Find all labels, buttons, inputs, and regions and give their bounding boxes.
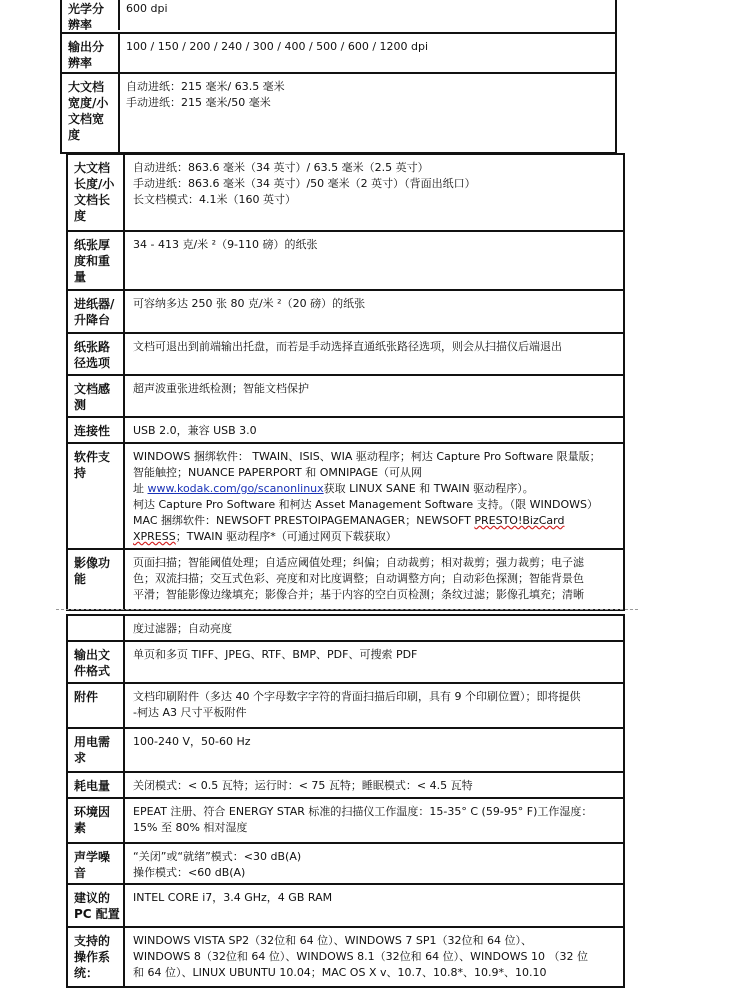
- table-row: [68, 548, 623, 611]
- table-row: [68, 771, 623, 799]
- row-value: WINDOWS VISTA SP2（32位和 64 位）、WINDOWS 7 SP1（32位和 64 位）、 WINDOWS 8（32位和 64 位）、WINDOWS 8.1（32位和 64 位）、WINDOWS 10 （32 位 和 64 位）、LINUX UBUNTU 10.04；MAC OS X v、10.7、10.8*、10.9*、10.10: [133, 934, 588, 979]
- row-label: 环境因 素: [68, 799, 125, 842]
- row-label: 声学噪 音: [68, 844, 125, 885]
- row-label: 文档感 测: [68, 376, 125, 416]
- row-value: 超声波重张进纸检测；智能文档保护: [133, 382, 309, 395]
- row-label: 建议的 PC 配置: [68, 885, 125, 928]
- row-value: 关闭模式：< 0.5 瓦特；运行时：< 75 瓦特；睡眠模式：< 4.5 瓦特: [133, 779, 473, 792]
- xpress-text: XPRESS: [133, 530, 176, 543]
- software-support-value: [133, 444, 619, 550]
- row-label: 耗电量: [68, 773, 125, 799]
- presto-bizcard-text: PRESTO!BizCard: [474, 514, 565, 527]
- row-value: 100 / 150 / 200 / 240 / 300 / 400 / 500 / 600 / 1200 dpi: [126, 40, 429, 53]
- row-label: [68, 616, 125, 640]
- scanonlinux-link[interactable]: www.kodak.com/go/scanonlinux: [147, 482, 324, 495]
- row-value: 页面扫描；智能阈值处理；自适应阈值处理；纠偏；自动裁剪；相对裁剪；强力裁剪；电子滤 色；双流扫描；交互式色彩、亮度和对比度调整；自动调整方向；自动彩色探测；智能背景色 平滑；智能影像边缘填充；影像合并；基于内容的空白页检测；条纹过滤；影像孔填充；清晰: [133, 556, 584, 601]
- row-label: 输出文 件格式: [68, 642, 125, 682]
- table-row: [68, 289, 623, 332]
- table-row: [68, 842, 623, 885]
- table-row: [68, 640, 623, 682]
- table-row: [68, 374, 623, 416]
- row-value: 单页和多页 TIFF、JPEG、RTF、BMP、PDF、可搜索 PDF: [133, 648, 418, 661]
- software-line-1: WINDOWS 捆绑软件： TWAIN、ISIS、WIA 驱动程序；柯达 Capture Pro Software 限量版；: [133, 450, 601, 463]
- row-value: 自动进纸：215 毫米/ 63.5 毫米 手动进纸：215 毫米/50 毫米: [126, 80, 285, 109]
- software-line-2: 智能触控；NUANCE PAPERPORT 和 OMNIPAGE（可从网: [133, 466, 423, 479]
- row-label: 软件支 持: [68, 444, 125, 550]
- software-line-5-pre: MAC 捆绑软件：NEWSOFT PRESTOIPAGEMANAGER；NEWSOFT: [133, 514, 475, 527]
- software-line-3-post: 获取 LINUX SANE 和 TWAIN 驱动程序）。: [323, 482, 534, 495]
- row-value: INTEL CORE i7，3.4 GHz，4 GB RAM: [133, 891, 333, 904]
- row-value: USB 2.0，兼容 USB 3.0: [133, 424, 257, 437]
- table-row: [68, 155, 623, 230]
- row-label: 用电需 求: [68, 729, 125, 771]
- row-label: 支持的 操作系 统：: [68, 928, 125, 988]
- software-line-4: 柯达 Capture Pro Software 和柯达 Asset Management Software 支持。（限 WINDOWS）: [133, 498, 599, 511]
- row-label: 大文档 宽度/小 文档宽 度: [62, 74, 120, 154]
- spec-table-block-3: [66, 614, 625, 988]
- row-value: 可容纳多达 250 张 80 克/米 ²（20 磅）的纸张: [133, 297, 366, 310]
- row-label: 大文档 长度/小 文档长 度: [68, 155, 125, 230]
- table-row: [68, 416, 623, 444]
- row-label: 纸张路 径选项: [68, 334, 125, 374]
- row-label: 进纸器/ 升降台: [68, 291, 125, 332]
- row-label: 光学分 辨率: [62, 0, 120, 30]
- row-value: “关闭”或“就绪”模式：<30 dB(A) 操作模式：<60 dB(A): [133, 850, 302, 879]
- row-value: 文档印刷附件（多达 40 个字母数字字符的背面扫描后印刷，具有 9 个印刷位置）；即将提供 -柯达 A3 尺寸平板附件: [133, 690, 581, 719]
- row-value: 度过滤器；自动亮度: [133, 622, 232, 635]
- software-line-6-post: ；TWAIN 驱动程序*（可通过网页下载获取）: [175, 530, 397, 543]
- table-row: [68, 332, 623, 374]
- row-label: 连接性: [68, 418, 125, 444]
- table-row: [62, 32, 615, 73]
- row-value: 34 - 413 克/米 ²（9-110 磅）的纸张: [133, 238, 318, 251]
- row-value: 文档可退出到前端输出托盘，而若是手动选择直通纸张路径选项，则会从扫描仪后端退出: [133, 340, 562, 353]
- row-label: 纸张厚 度和重 量: [68, 232, 125, 289]
- table-row: [68, 230, 623, 289]
- page-break-line: [56, 609, 638, 610]
- table-row: [68, 883, 623, 928]
- table-row: [68, 797, 623, 842]
- table-row: [62, 72, 615, 154]
- row-value: 600 dpi: [126, 2, 168, 15]
- row-value: EPEAT 注册、符合 ENERGY STAR 标准的扫描仪工作温度：15-35° C (59-95° F)工作湿度： 15% 至 80% 相对湿度: [133, 805, 593, 834]
- spec-table-block-1: [60, 0, 617, 154]
- row-label: 影像功 能: [68, 550, 125, 611]
- software-line-3-pre: 址: [133, 482, 148, 495]
- table-row: [62, 0, 615, 30]
- table-row: [68, 727, 623, 771]
- row-value: 100-240 V，50-60 Hz: [133, 735, 251, 748]
- table-row: [68, 682, 623, 727]
- row-label: 输出分 辨率: [62, 34, 120, 73]
- row-label: 附件: [68, 684, 125, 727]
- table-row: [68, 616, 623, 640]
- table-row: [68, 442, 623, 550]
- spec-table-block-2: [66, 153, 625, 611]
- table-row: [68, 926, 623, 988]
- row-value: 自动进纸：863.6 毫米（34 英寸）/ 63.5 毫米（2.5 英寸） 手动进纸：863.6 毫米（34 英寸）/50 毫米（2 英寸）（背面出纸口） 长文档模式：4.1米（160 英寸）: [133, 161, 476, 206]
